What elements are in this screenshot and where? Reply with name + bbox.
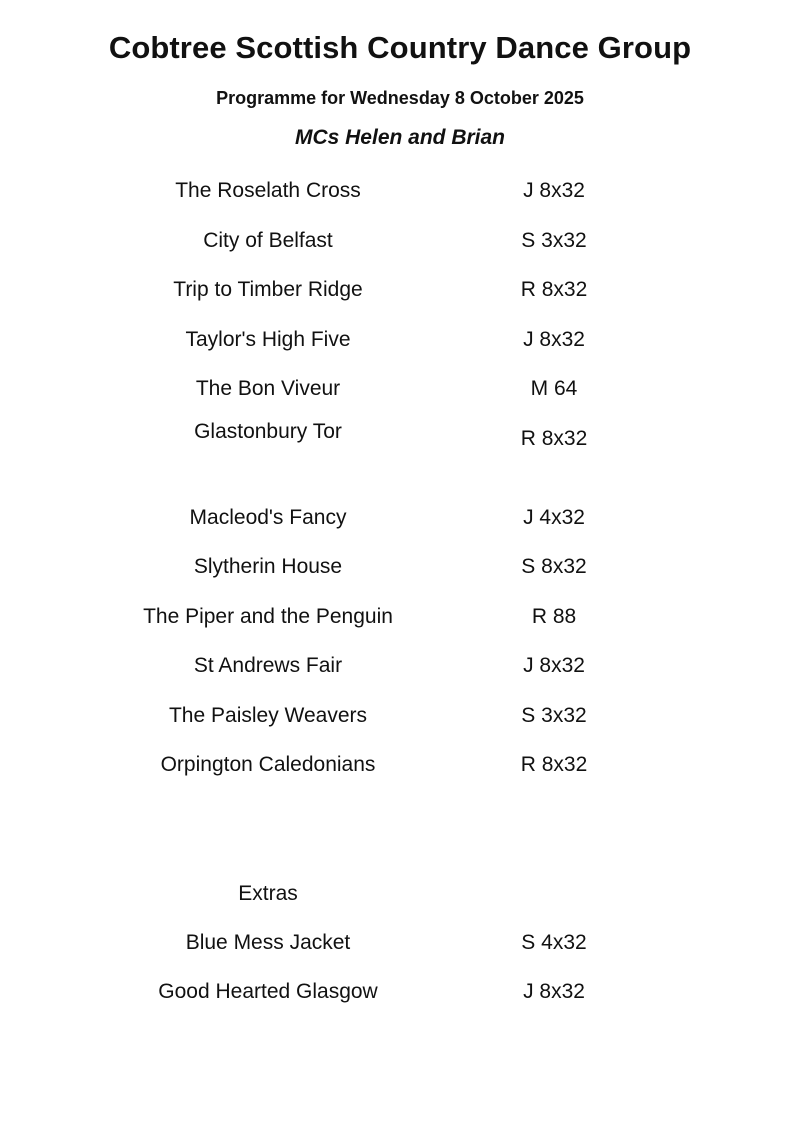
dance-row [0, 328, 800, 358]
dance-name: Orpington Caledonians [160, 753, 376, 776]
dance-name: Trip to Timber Ridge [173, 278, 363, 301]
dance-type: R 88 [531, 605, 577, 628]
dance-row [0, 278, 800, 308]
dance-row [0, 605, 800, 635]
dance-name: Good Hearted Glasgow [158, 980, 378, 1003]
dance-row [0, 179, 800, 209]
dance-type: S 8x32 [521, 555, 587, 578]
dance-name: St Andrews Fair [193, 654, 343, 677]
dance-name: The Piper and the Penguin [143, 605, 393, 628]
dance-type: R 8x32 [520, 427, 588, 450]
dance-type: S 3x32 [521, 229, 587, 252]
dance-name: The Bon Viveur [195, 377, 341, 400]
dance-type: J 8x32 [523, 179, 585, 202]
extras-heading: Extras [238, 882, 298, 905]
extra-dance-row [0, 931, 800, 961]
dance-type: S 3x32 [521, 704, 587, 727]
mcs-line: MCs Helen and Brian [294, 126, 506, 149]
dance-row [0, 753, 800, 783]
dance-type: J 8x32 [523, 328, 585, 351]
dance-row [0, 229, 800, 259]
dance-row [0, 420, 800, 450]
dance-type: R 8x32 [520, 753, 588, 776]
dance-name: The Paisley Weavers [168, 704, 368, 727]
dance-name: Blue Mess Jacket [185, 931, 351, 954]
dance-type: J 8x32 [523, 654, 585, 677]
dance-type: M 64 [530, 377, 578, 400]
dance-row [0, 555, 800, 585]
dance-row [0, 654, 800, 684]
dance-row [0, 377, 800, 407]
dance-name: City of Belfast [203, 229, 333, 252]
dance-name: Macleod's Fancy [189, 506, 347, 529]
programme-date: Programme for Wednesday 8 October 2025 [216, 88, 584, 108]
dance-type: R 8x32 [520, 278, 588, 301]
dance-row [0, 704, 800, 734]
dance-name: The Roselath Cross [175, 179, 361, 202]
dance-name: Slytherin House [193, 555, 343, 578]
dance-type: S 4x32 [521, 931, 587, 954]
extra-dance-row [0, 980, 800, 1010]
dance-type: J 8x32 [523, 980, 585, 1003]
page-title: Cobtree Scottish Country Dance Group [108, 30, 692, 65]
dance-row [0, 506, 800, 536]
dance-name: Taylor's High Five [185, 328, 351, 351]
dance-type: J 4x32 [523, 506, 585, 529]
dance-name: Glastonbury Tor [194, 420, 342, 443]
